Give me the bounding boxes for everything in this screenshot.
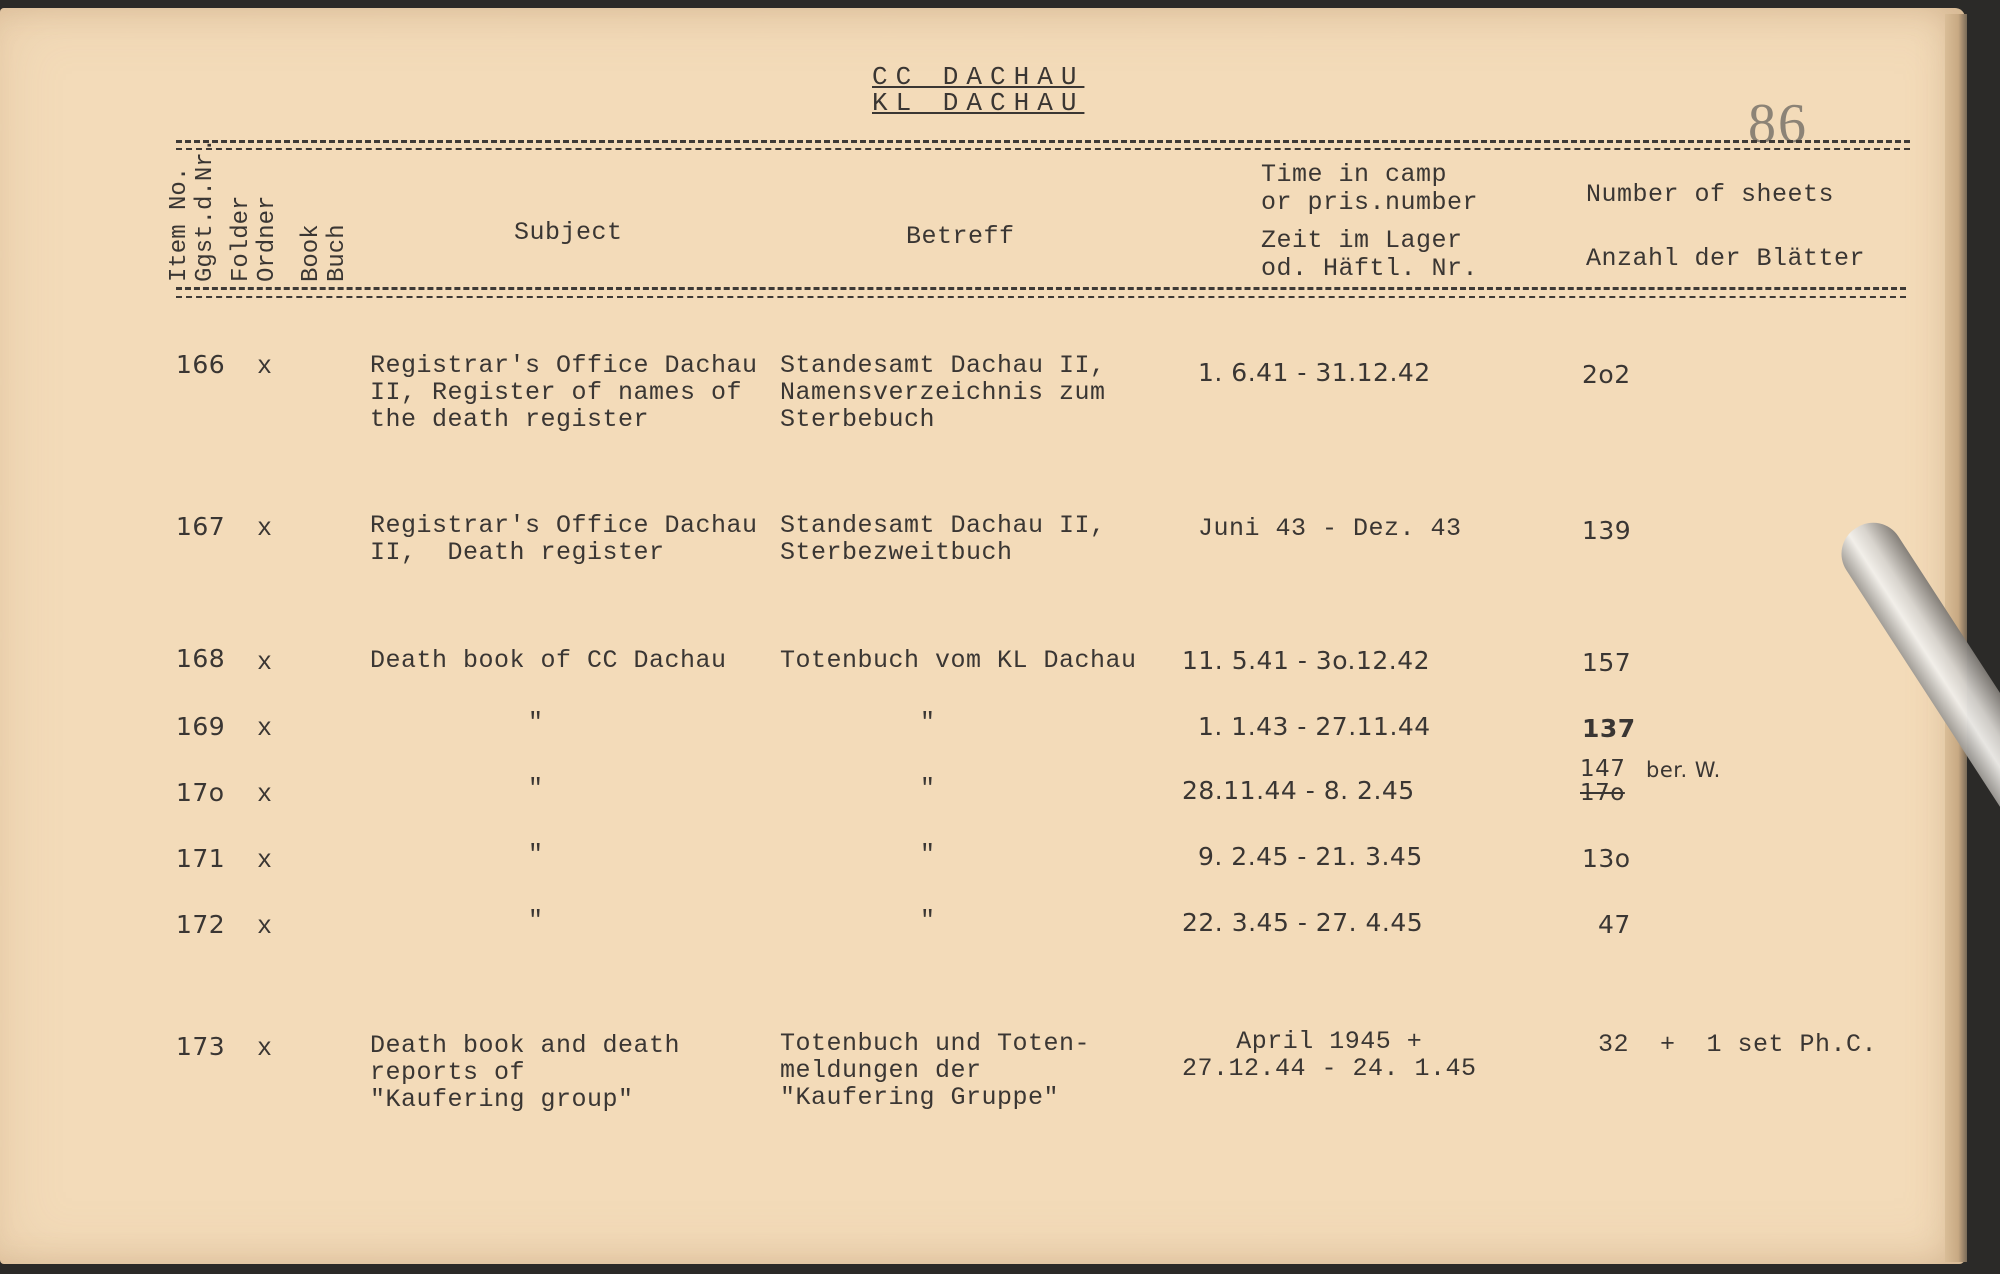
row-172-subject-ditto: " bbox=[528, 906, 544, 935]
col-folder-en: Folder bbox=[228, 195, 255, 282]
row-170-note: ber. W. bbox=[1646, 758, 1721, 782]
row-170-sheets-corrected: 147 bbox=[1580, 756, 1626, 782]
row-172-no: 172 bbox=[176, 910, 226, 939]
row-169-folder: x bbox=[257, 714, 273, 743]
row-171-subject-ditto: " bbox=[528, 840, 544, 869]
col-time-en-2: or pris.number bbox=[1261, 188, 1479, 217]
row-172-betreff-ditto: " bbox=[920, 906, 936, 935]
row-170-no: 17o bbox=[176, 778, 225, 807]
col-item-no-de: Ggst.d.Nr. bbox=[192, 137, 219, 282]
row-167-sheets: 139 bbox=[1582, 516, 1632, 545]
col-time-de-2: od. Häftl. Nr. bbox=[1261, 254, 1479, 283]
col-betreff: Betreff bbox=[906, 222, 1015, 251]
row-171-time: 9. 2.45 - 21. 3.45 bbox=[1198, 842, 1423, 871]
row-170-time: 28.11.44 - 8. 2.45 bbox=[1182, 776, 1415, 805]
row-170-subject-ditto: " bbox=[528, 774, 544, 803]
header-top-rule bbox=[176, 140, 1910, 143]
col-folder-de: Ordner bbox=[254, 195, 281, 282]
col-time-en-1: Time in camp bbox=[1261, 160, 1448, 189]
row-166-betreff: Standesamt Dachau II, Namensverzeichnis zum Sterbebuch bbox=[780, 351, 1106, 434]
row-172-folder: x bbox=[257, 912, 273, 941]
row-168-subject: Death book of CC Dachau bbox=[370, 646, 727, 675]
row-168-folder: x bbox=[257, 648, 273, 677]
col-time-de-1: Zeit im Lager bbox=[1261, 226, 1463, 255]
row-172-sheets: 47 bbox=[1598, 910, 1631, 939]
row-173-betreff: Totenbuch und Toten- meldungen der "Kaufering Gruppe" bbox=[780, 1029, 1091, 1112]
row-171-folder: x bbox=[257, 846, 273, 875]
page-number: 86 bbox=[1748, 93, 1808, 155]
header-top-rule-2 bbox=[176, 148, 1910, 150]
col-book-en: Book bbox=[298, 224, 325, 282]
row-167-time: Juni 43 - Dez. 43 bbox=[1198, 514, 1462, 543]
row-173-sheets: 32 + 1 set Ph.C. bbox=[1598, 1030, 1878, 1059]
row-173-subject: Death book and death reports of "Kaufering group" bbox=[370, 1031, 681, 1114]
row-171-betreff-ditto: " bbox=[920, 840, 936, 869]
row-166-folder: x bbox=[257, 352, 273, 381]
row-170-folder: x bbox=[257, 780, 273, 809]
row-173-time: April 1945 + 27.12.44 - 24. 1.45 bbox=[1182, 1027, 1477, 1083]
col-sheets-en: Number of sheets bbox=[1586, 180, 1835, 209]
row-173-folder: x bbox=[257, 1034, 273, 1063]
row-167-betreff: Standesamt Dachau II, Sterbezweitbuch bbox=[780, 511, 1106, 567]
row-167-folder: x bbox=[257, 514, 273, 543]
row-166-no: 166 bbox=[176, 350, 226, 379]
col-subject: Subject bbox=[514, 218, 623, 247]
row-169-betreff-ditto: " bbox=[920, 708, 936, 737]
row-168-betreff: Totenbuch vom KL Dachau bbox=[780, 646, 1137, 675]
col-book-de: Buch bbox=[324, 224, 351, 282]
row-167-no: 167 bbox=[176, 512, 226, 541]
header-bottom-rule-2 bbox=[176, 296, 1906, 298]
row-171-sheets: 13o bbox=[1582, 844, 1631, 873]
row-170-sheets-struck: 17o bbox=[1580, 780, 1625, 806]
row-169-no: 169 bbox=[176, 712, 226, 741]
row-172-time: 22. 3.45 - 27. 4.45 bbox=[1182, 908, 1424, 937]
header-bottom-rule bbox=[176, 287, 1906, 290]
row-166-time: 1. 6.41 - 31.12.42 bbox=[1198, 358, 1431, 387]
row-166-sheets: 2o2 bbox=[1582, 360, 1631, 389]
row-170-betreff-ditto: " bbox=[920, 774, 936, 803]
col-sheets-de: Anzahl der Blätter bbox=[1586, 244, 1866, 273]
row-169-sheets: 137 bbox=[1582, 714, 1636, 743]
row-169-time: 1. 1.43 - 27.11.44 bbox=[1198, 712, 1431, 741]
row-173-no: 173 bbox=[176, 1032, 226, 1061]
title-line-2: KL DACHAU bbox=[872, 88, 1085, 118]
row-169-subject-ditto: " bbox=[528, 708, 544, 737]
title-line-1: CC DACHAU bbox=[872, 62, 1085, 92]
row-171-no: 171 bbox=[176, 844, 226, 873]
row-166-subject: Registrar's Office Dachau II, Register of names of the death register bbox=[370, 351, 758, 434]
row-168-no: 168 bbox=[176, 644, 226, 673]
row-167-subject: Registrar's Office Dachau II, Death register bbox=[370, 511, 758, 567]
row-168-sheets: 157 bbox=[1582, 648, 1632, 677]
row-168-time: 11. 5.41 - 3o.12.42 bbox=[1182, 646, 1431, 675]
col-item-no-en: Item No. bbox=[166, 166, 193, 282]
